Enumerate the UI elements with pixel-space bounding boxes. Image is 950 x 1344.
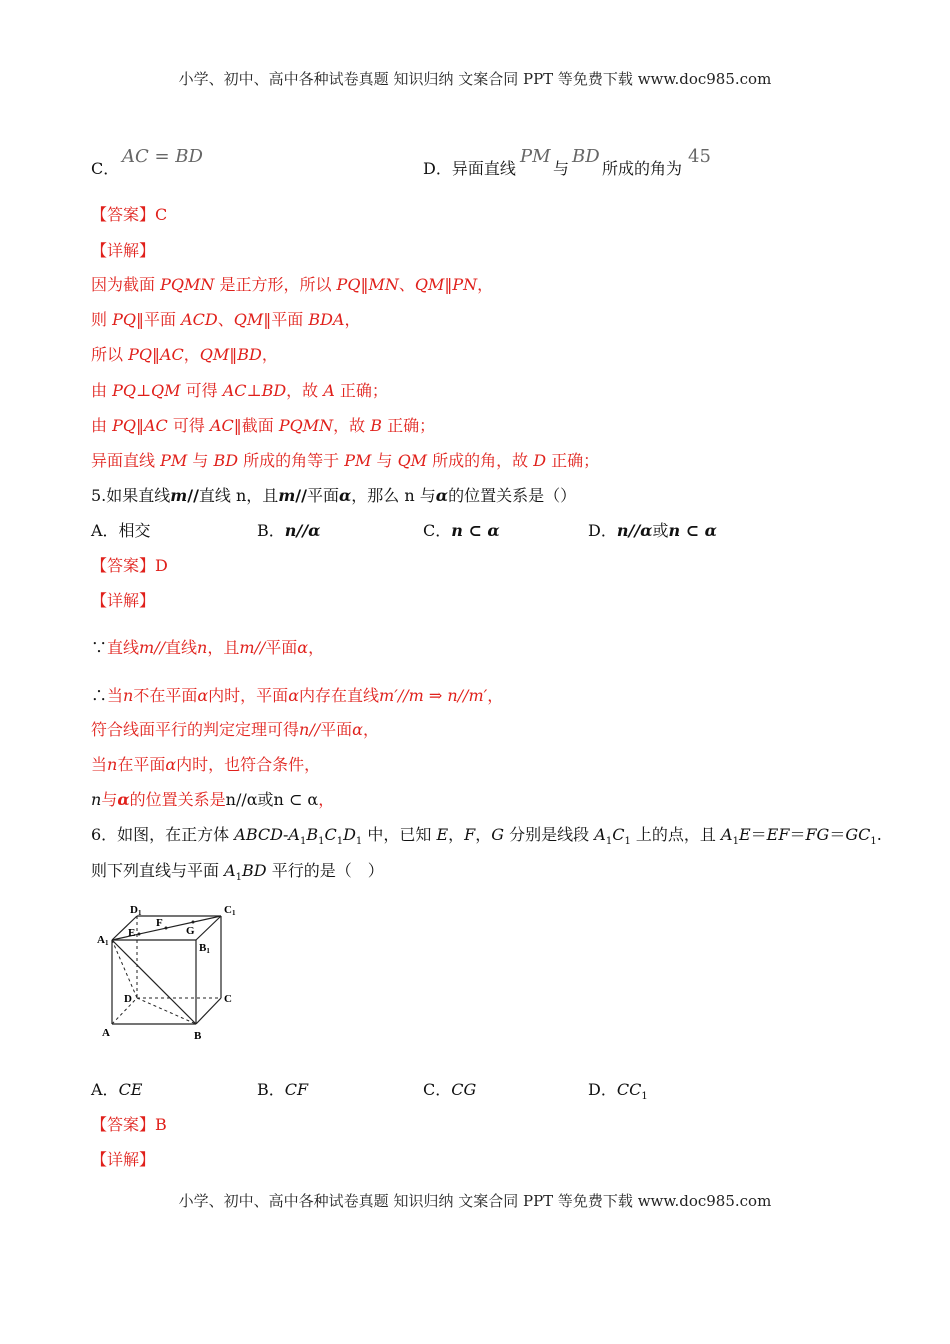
q4-option-c	[91, 158, 119, 180]
q4-option-d-text2: 所成的角为	[602, 159, 683, 178]
q4-option-d-label: D．异面直线	[423, 159, 516, 178]
q4-answer	[91, 204, 167, 226]
q5-detail-line-5: n与α的位置关系是n//α或n ⊂ α，	[91, 790, 335, 809]
q5-option-b: B．n//α	[257, 521, 321, 540]
label-c1: C1	[224, 904, 236, 917]
q5-detail-line-4: 当n在平面α内时，也符合条件，	[91, 755, 321, 774]
q4-detail-line-6: 异面直线 PM 与 BD 所成的角等于 PM 与 QM 所成的角，故 D 正确；	[91, 451, 600, 470]
q4-detail-line-2: 则 PQ‖平面 ACD、QM‖平面 BDA，	[91, 310, 361, 329]
q4-detail-line-3: 所以 PQ‖AC，QM‖BD，	[91, 345, 278, 364]
q4-option-d-pm: PM	[520, 146, 551, 167]
label-c: C	[224, 993, 232, 1005]
q5-option-c: C．n ⊂ α	[423, 521, 500, 540]
answer-value: C	[155, 205, 168, 224]
q5-stem: 5.如果直线m//直线 n，且m//平面α，那么 n 与α的位置关系是（）	[91, 486, 577, 505]
label-b: B	[194, 1030, 202, 1042]
q4-detail-line-4: 由 PQ⊥QM 可得 AC⊥BD，故 A 正确；	[91, 381, 388, 400]
q6-answer: 【答案】B	[91, 1115, 167, 1134]
label-d: D	[124, 993, 132, 1005]
q6-option-b: B．CF	[257, 1080, 309, 1099]
q5-option-d: D．n//α或n ⊂ α	[588, 521, 717, 540]
edge-b1-c1	[196, 916, 221, 940]
q4-option-c-math: AC = BD	[122, 146, 203, 167]
q5-detail-line-3: 符合线面平行的判定定理可得n//平面α，	[91, 720, 379, 739]
cube-figure	[90, 898, 250, 1048]
edge-b-c	[196, 998, 221, 1024]
q4-option-c-label: C．	[91, 159, 120, 178]
q4-detail-label: 【详解】	[91, 241, 156, 260]
point-f	[165, 927, 168, 930]
q6-option-d: D．$CC_1$	[588, 1080, 648, 1103]
q6-stem-line-2: 则下列直线与平面 $A_1BD$ 平行的是（ ）	[91, 861, 384, 884]
point-g	[192, 921, 195, 924]
label-f: F	[156, 917, 163, 929]
page-footer: 小学、初中、高中各种试卷真题 知识归纳 文案合同 PPT 等免费下载 www.doc985.com	[178, 1192, 772, 1210]
segment-a1-b	[112, 940, 196, 1024]
label-a: A	[102, 1027, 110, 1039]
label-a1: A1	[97, 934, 109, 947]
label-g: G	[186, 925, 195, 937]
point-e	[138, 933, 141, 936]
label-d1: D1	[130, 904, 142, 917]
answer-label: 【答案】	[91, 205, 156, 224]
q4-option-d-45: 45	[688, 146, 711, 167]
page-header: 小学、初中、高中各种试卷真题 知识归纳 文案合同 PPT 等免费下载 www.doc985.com	[178, 70, 772, 88]
q6-stem-line-1: 6．如图，在正方体 ABCD-$A_1B_1C_1D_1$ 中，已知 E，F，G 分别是线段 $A_1C_1$ 上的点，且 $A_1E=EF=FG=GC_1$.	[91, 825, 882, 848]
q5-detail-line-2: ∴当n不在平面α内时，平面α内存在直线m′//m ⇒ n//m′，	[91, 686, 504, 705]
segment-d-b	[137, 998, 196, 1024]
q4-option-d-text: 与	[553, 159, 570, 178]
q5-detail-line-1: ∵直线m//直线n，且m//平面α，	[91, 638, 325, 657]
q6-detail-label: 【详解】	[91, 1150, 156, 1169]
q5-option-a: A．相交	[91, 521, 151, 540]
q6-option-a: A．CE	[91, 1080, 143, 1099]
q4-option-d-bd: BD	[572, 146, 600, 167]
q6-option-c: C．CG	[423, 1080, 477, 1099]
q4-detail-line-1: 因为截面 PQMN 是正方形，所以 PQ‖MN、QM‖PN，	[91, 275, 494, 294]
segment-a1-d	[112, 940, 137, 998]
q4-detail-line-5: 由 PQ‖AC 可得 AC‖截面 PQMN，故 B 正确；	[91, 416, 436, 435]
q5-answer: 【答案】D	[91, 556, 168, 575]
q5-detail-label: 【详解】	[91, 591, 156, 610]
label-e: E	[128, 927, 136, 939]
label-b1: B1	[199, 942, 210, 955]
